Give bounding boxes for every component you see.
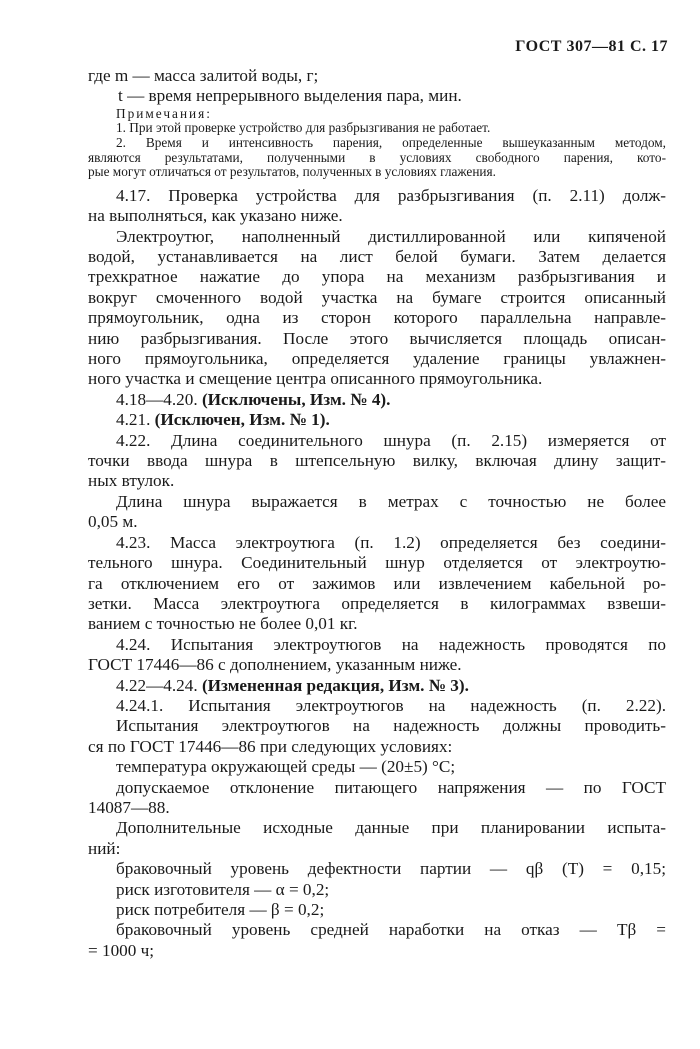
bold-run: (Исключены, Изм. № 4). <box>201 389 391 409</box>
text-run: риск потребителя — β = 0,2; <box>116 900 325 919</box>
para-text-line <box>88 267 666 287</box>
document-body <box>88 66 666 961</box>
text-run: = 1000 ч; <box>88 940 155 960</box>
para-4-22-line <box>88 451 666 471</box>
page-header: ГОСТ 307—81 С. 17 <box>515 38 668 55</box>
text-run: нию разбрызгивания. После этого вычисляется площадь описан- <box>88 328 666 348</box>
text-run: являются результатами, полученными в условиях свободного парения, кото- <box>88 149 666 165</box>
para-text-line <box>88 308 666 328</box>
text-run: ванием с точностью не более 0,01 кг. <box>88 614 358 634</box>
text-run: тельного шнура. Соединительный шнур отделяется от электроутю- <box>88 553 666 573</box>
text-run: га отключением его от зажимов или извлечением кабельной ро- <box>88 573 666 593</box>
text-run: ного участка и смещение центра описанного прямоугольника. <box>88 369 543 389</box>
formula-legend-t <box>88 86 666 106</box>
param-defect-level <box>88 859 666 879</box>
para-4-18-4-20 <box>88 390 666 410</box>
para-4-23-line <box>88 614 666 634</box>
note-2-line <box>88 151 666 166</box>
text-run: допускаемое отклонение питающего напряжения — по ГОСТ <box>116 777 666 797</box>
para-4-24-line <box>88 635 666 655</box>
para-text-line <box>88 512 666 532</box>
text-run: браковочный уровень дефектности партии — qβ (T) = 0,15; <box>116 859 666 879</box>
text-run: точки ввода шнура в штепсельную вилку, включая длину защит- <box>88 451 666 471</box>
para-4-17-line <box>88 206 666 226</box>
para-4-23-line <box>88 574 666 594</box>
para-text-line <box>88 288 666 308</box>
note-2-line <box>88 136 666 151</box>
text-run: 2. Время и интенсивность парения, определенные вышеуказанным методом, <box>116 135 666 150</box>
text-run: ся по ГОСТ 17446—86 при следующих условиях: <box>88 736 453 756</box>
para-text-line <box>88 737 666 757</box>
text-run: t — время непрерывного выделения пара, мин. <box>118 86 462 106</box>
para-text-line <box>88 839 666 859</box>
text-run: 4.22. Длина соединительного шнура (п. 2.15) измеряется от <box>116 430 666 450</box>
para-text-line <box>88 247 666 267</box>
text-run: 4.18—4.20. <box>116 389 202 409</box>
text-run: прямоугольник, одна из сторон которого параллельна направле- <box>88 308 666 328</box>
text-run: 4.23. Масса электроутюга (п. 1.2) определяется без соедини- <box>116 532 666 552</box>
text-run: риск изготовителя — α = 0,2; <box>116 879 330 899</box>
param-producer-risk <box>88 880 666 900</box>
param-mtbf-line <box>88 941 666 961</box>
bold-run: (Измененная редакция, Изм. № 3). <box>201 675 469 695</box>
para-text-line <box>88 227 666 247</box>
text-run: вокруг смоченного водой участка на бумаге строится описанный <box>88 287 666 307</box>
text-run: Испытания электроутюгов на надежность должны проводить- <box>116 716 666 736</box>
text-run: ного прямоугольника, определяется удаление границы увлажнен- <box>88 349 666 369</box>
para-4-24-1-line <box>88 696 666 716</box>
text-run: Электроутюг, наполненный дистиллированной или кипяченой <box>116 226 666 246</box>
para-4-22-line <box>88 431 666 451</box>
para-4-17-line <box>88 186 666 206</box>
text-run: 1. При этой проверке устройство для разбрызгивания не работает. <box>116 120 491 136</box>
bold-run: (Исключен, Изм. № 1). <box>154 410 330 430</box>
text-run: Длина шнура выражается в метрах с точностью не более <box>116 491 666 511</box>
text-run: ний: <box>88 838 121 858</box>
text-run: Дополнительные исходные данные при планировании испыта- <box>116 818 666 838</box>
para-4-23-line <box>88 594 666 614</box>
para-text-line <box>88 349 666 369</box>
para-text-line <box>88 492 666 512</box>
text-run: 4.21. <box>116 410 155 430</box>
text-run: браковочный уровень средней наработки на отказ — Tβ = <box>116 920 666 940</box>
text-run: 14087—88. <box>88 797 170 817</box>
para-text-line <box>88 716 666 736</box>
text-run: трехкратное нажатие до упора на механизм разбрызгивания и <box>88 267 666 287</box>
notes-title <box>88 107 666 122</box>
para-4-23-line <box>88 553 666 573</box>
param-consumer-risk <box>88 900 666 920</box>
condition-voltage-line <box>88 798 666 818</box>
para-text-line <box>88 369 666 389</box>
condition-temperature <box>88 757 666 777</box>
param-mtbf-line <box>88 920 666 940</box>
text-run: где m — масса залитой воды, г; <box>88 66 319 85</box>
text-run: 0,05 м. <box>88 512 138 532</box>
para-4-23-line <box>88 533 666 553</box>
text-run: 4.24.1. Испытания электроутюгов на надежность (п. 2.22). <box>116 695 666 715</box>
para-4-22-4-24 <box>88 676 666 696</box>
note-2-line <box>88 165 666 180</box>
text-run: ных втулок. <box>88 471 175 491</box>
text-run: водой, устанавливается на лист белой бумаги. Затем делается <box>88 247 666 266</box>
text-run: Примечания: <box>116 105 212 121</box>
text-run: на выполняться, как указано ниже. <box>88 206 343 226</box>
text-run: ГОСТ 17446—86 с дополнением, указанным ниже. <box>88 655 462 675</box>
para-text-line <box>88 818 666 838</box>
text-run: температура окружающей среды — (20±5) °С; <box>116 757 456 777</box>
text-run: зетки. Масса электроутюга определяется в килограммах взвеши- <box>88 593 666 613</box>
para-text-line <box>88 329 666 349</box>
text-run: рые могут отличаться от результатов, полученных в условиях глажения. <box>88 164 496 180</box>
para-4-22-line <box>88 471 666 491</box>
condition-voltage-line <box>88 778 666 798</box>
text-run: 4.24. Испытания электроутюгов на надежность проводятся по <box>116 634 666 654</box>
para-4-21 <box>88 410 666 430</box>
formula-legend-m <box>88 66 666 86</box>
text-run: 4.22—4.24. <box>116 675 202 695</box>
note-1 <box>88 121 666 136</box>
para-4-24-line <box>88 655 666 675</box>
text-run: 4.17. Проверка устройства для разбрызгивания (п. 2.11) долж- <box>116 185 666 205</box>
